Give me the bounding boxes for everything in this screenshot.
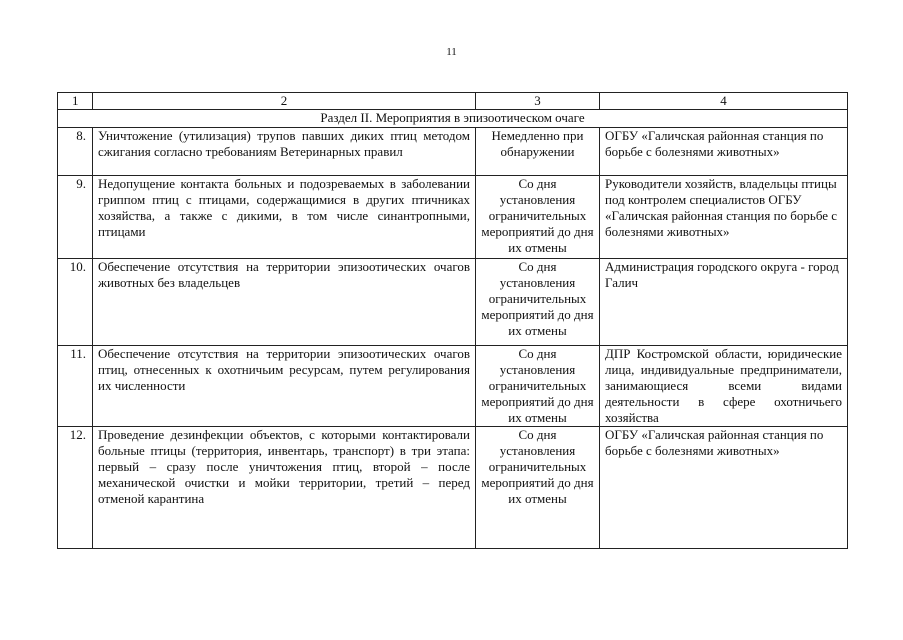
column-number-2: 2 xyxy=(93,93,476,110)
table-row xyxy=(58,259,848,346)
measure-text: Обеспечение отсутствия на территории эпизоотических очагов животных без владельцев xyxy=(93,259,476,346)
responsible-text: Руководители хозяйств, владельцы птицы под контролем специалистов ОГБУ «Галичская районная станция по борьбе с болезнями животных» xyxy=(600,176,848,259)
term-text: Немедленно при обнаружении xyxy=(476,128,600,176)
row-number: 11. xyxy=(58,346,93,427)
responsible-text: ДПР Костромской области, юридические лица, индивидуальные предприниматели, занимающиеся всеми видами деятельности в сфере охотничьего хозяйства xyxy=(600,346,848,427)
column-number-1: 1 xyxy=(58,93,93,110)
measure-text: Обеспечение отсутствия на территории эпизоотических очагов птиц, отнесенных к охотничьим ресурсам, путем регулирования их численности xyxy=(93,346,476,427)
row-number: 8. xyxy=(58,128,93,176)
table-row xyxy=(58,176,848,259)
measures-table xyxy=(57,92,848,549)
section-row xyxy=(58,110,848,128)
page-number: 11 xyxy=(446,46,457,58)
measure-text: Уничтожение (утилизация) трупов павших диких птиц методом сжигания согласно требованиям Ветеринарных правил xyxy=(93,128,476,176)
measure-text: Недопущение контакта больных и подозреваемых в заболевании гриппом птиц с птицами, содержащимися в других птичниках хозяйства, а также с дикими, в том числе синантропными, птицами xyxy=(93,176,476,259)
table-row xyxy=(58,346,848,427)
term-text: Со дня установления ограничительных мероприятий до дня их отмены xyxy=(476,427,600,549)
term-text: Со дня установления ограничительных мероприятий до дня их отмены xyxy=(476,176,600,259)
term-text: Со дня установления ограничительных мероприятий до дня их отмены xyxy=(476,259,600,346)
table-row xyxy=(58,427,848,549)
column-number-row xyxy=(58,93,848,110)
row-number: 12. xyxy=(58,427,93,549)
responsible-text: ОГБУ «Галичская районная станция по борьбе с болезнями животных» xyxy=(600,427,848,549)
row-number: 9. xyxy=(58,176,93,259)
table-row xyxy=(58,128,848,176)
column-number-4: 4 xyxy=(600,93,848,110)
row-number: 10. xyxy=(58,259,93,346)
term-text: Со дня установления ограничительных мероприятий до дня их отмены xyxy=(476,346,600,427)
responsible-text: ОГБУ «Галичская районная станция по борьбе с болезнями животных» xyxy=(600,128,848,176)
column-number-3: 3 xyxy=(476,93,600,110)
measure-text: Проведение дезинфекции объектов, с которыми контактировали больные птицы (территория, инвентарь, транспорт) в три этапа: первый – сразу после уничтожения птиц, второй – после механической очистки и мойки территории, третий – перед отменой карантина xyxy=(93,427,476,549)
section-title: Раздел II. Мероприятия в эпизоотическом очаге xyxy=(58,110,848,128)
responsible-text: Администрация городского округа - город Галич xyxy=(600,259,848,346)
